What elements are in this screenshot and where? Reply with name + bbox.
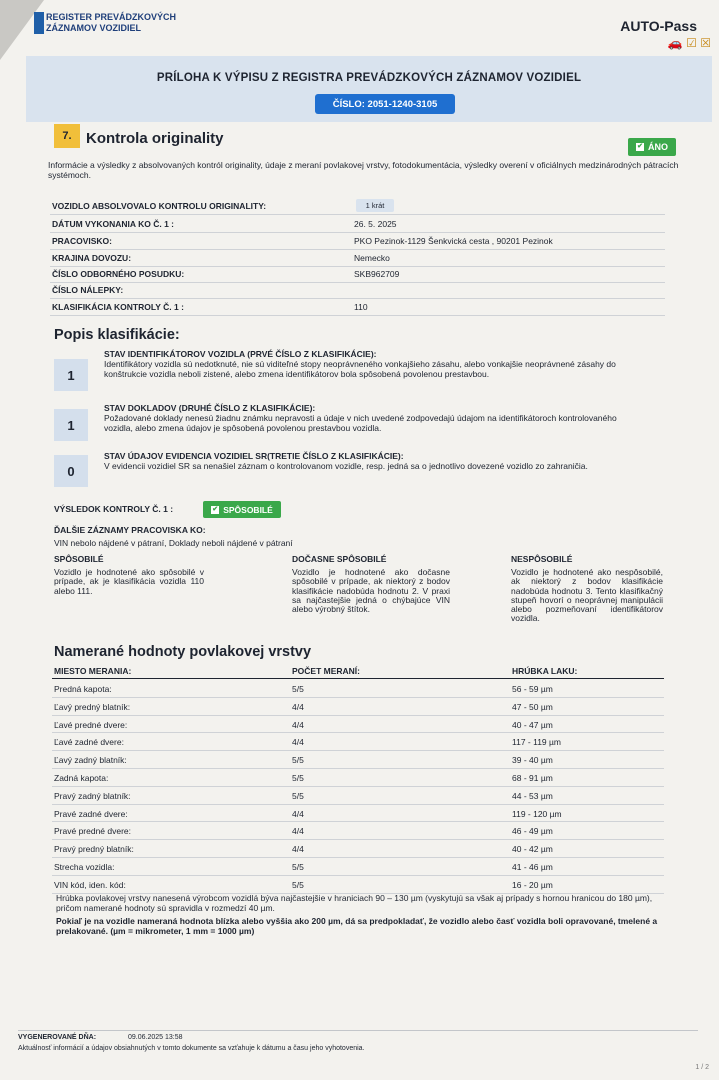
table-row bbox=[52, 875, 664, 894]
result-status-label: SPÔSOBILÉ bbox=[223, 504, 273, 515]
detail-label: PRACOVISKO: bbox=[52, 236, 112, 246]
table-row bbox=[52, 786, 664, 805]
paint-warning: Pokiaľ je na vozidle nameraná hodnota blízka alebo vyššia ako 200 µm, dá sa predpokladať, že vozidlo alebo časť vozidla boli opravované, tmelené a prelakované. (µm = mikrometer, 1 mm = 1000 µm) bbox=[56, 916, 658, 936]
table-row bbox=[52, 857, 664, 876]
register-logo-mark-icon bbox=[34, 12, 44, 34]
ano-status-badge bbox=[628, 138, 676, 156]
cell-thickness: 46 - 49 µm bbox=[512, 826, 553, 837]
table-row bbox=[52, 804, 664, 823]
table-row bbox=[52, 732, 664, 751]
classification-digit: 1 bbox=[54, 359, 88, 391]
footer-disclaimer: Aktuálnosť informácií a údajov obsiahnutých v tomto dokumente sa vzťahuje k dátumu a času jeho vyhotovenia. bbox=[18, 1045, 365, 1052]
brand-name: AUTO-Pass bbox=[620, 18, 697, 34]
table-row bbox=[52, 839, 664, 858]
cell-thickness: 39 - 40 µm bbox=[512, 755, 553, 766]
classification-heading: Popis klasifikácie: bbox=[54, 327, 180, 343]
cell-place: VIN kód, iden. kód: bbox=[54, 879, 126, 890]
legend-text: Vozidlo je hodnotené ako spôsobilé v prípade, ak je klasifikácia vozidla 110 alebo 111. bbox=[54, 567, 204, 596]
section-intro: Informácie a výsledky z absolvovaných kontról originality, údaje z meraní povlakovej vrstvy, fotodokumentácia, výsledky overení v oficiálnych medzinárodných pátracích systémoch. bbox=[48, 160, 679, 180]
detail-label: ČÍSLO NÁLEPKY: bbox=[52, 285, 124, 295]
check-icon: ✔ bbox=[637, 143, 643, 150]
legend-docasne-sposobile bbox=[292, 554, 450, 614]
logo-line-1: REGISTER PREVÁDZKOVÝCH bbox=[46, 12, 177, 22]
paint-note: Hrúbka povlakovej vrstvy nanesená výrobcom vozidlá býva najčastejšie v hraniciach 90 – 130 µm (vyskytujú sa však aj prípady s hornou hranicou do 180 µm), pričom namerané hodnoty sú spravidla v rozmedzí 40 µm. bbox=[56, 893, 653, 913]
detail-row bbox=[50, 250, 665, 267]
detail-value: SKB962709 bbox=[354, 269, 400, 279]
detail-row bbox=[50, 299, 665, 316]
detail-row bbox=[50, 282, 665, 299]
cell-place: Pravé predné dvere: bbox=[54, 826, 132, 837]
detail-value: Nemecko bbox=[354, 253, 390, 263]
cell-place: Pravý zadný blatník: bbox=[54, 790, 131, 801]
legend-title: DOČASNE SPÔSOBILÉ bbox=[292, 554, 387, 564]
classification-text: Identifikátory vozidla sú nedotknuté, nie sú viditeľné stopy neoprávneného vonkajšieho zásahu, alebo vonkajšie neoprávnené zásahy do konštrukcie vozidla neboli zistené, alebo zmena identifikátorov bola spôsobená povolenou prestavbou. bbox=[104, 359, 616, 379]
cell-place: Ľavý predný blatník: bbox=[54, 701, 131, 712]
document-title: PRÍLOHA K VÝPISU Z REGISTRA PREVÁDZKOVÝCH ZÁZNAMOV VOZIDIEL bbox=[156, 72, 582, 84]
detail-value-pill: 1 krát bbox=[356, 199, 394, 212]
legend-nesposobile bbox=[511, 554, 663, 624]
cell-thickness: 40 - 42 µm bbox=[512, 844, 553, 855]
section-title: Kontrola originality bbox=[86, 130, 224, 147]
cell-count: 4/4 bbox=[292, 826, 304, 837]
table-row bbox=[52, 750, 664, 769]
cell-count: 5/5 bbox=[292, 773, 304, 783]
cell-count: 4/4 bbox=[292, 844, 304, 855]
cell-thickness: 40 - 47 µm bbox=[512, 719, 553, 730]
autopass-brand bbox=[620, 18, 697, 34]
cell-count: 5/5 bbox=[292, 879, 304, 890]
detail-label: KLASIFIKÁCIA KONTROLY Č. 1 : bbox=[52, 302, 184, 312]
table-row bbox=[52, 697, 664, 716]
other-records-text: VIN nebolo nájdené v pátraní, Doklady neboli nájdené v pátraní bbox=[54, 538, 293, 548]
table-row bbox=[52, 768, 664, 787]
cell-count: 4/4 bbox=[292, 701, 304, 712]
brand-car-check-icon: 🚗 ☑ ☒ bbox=[667, 36, 711, 50]
paint-table-header bbox=[52, 664, 664, 679]
column-header-place: MIESTO MERANIA: bbox=[54, 666, 132, 676]
table-row bbox=[52, 679, 664, 698]
cell-place: Ľavé zadné dvere: bbox=[54, 737, 124, 748]
logo-line-2: ZÁZNAMOV VOZIDIEL bbox=[46, 23, 141, 33]
classification-title: STAV DOKLADOV (DRUHÉ ČÍSLO Z KLASIFIKÁCIE): bbox=[104, 403, 316, 413]
ano-label: ÁNO bbox=[648, 142, 668, 152]
cell-place: Strecha vozidla: bbox=[54, 862, 115, 872]
cell-count: 5/5 bbox=[292, 684, 304, 694]
detail-label: VOZIDLO ABSOLVOVALO KONTROLU ORIGINALITY: bbox=[52, 201, 267, 211]
legend-title: SPÔSOBILÉ bbox=[54, 554, 104, 564]
paint-heading: Namerané hodnoty povlakovej vrstvy bbox=[54, 644, 312, 660]
cell-count: 4/4 bbox=[292, 808, 304, 819]
classification-digit: 0 bbox=[54, 455, 88, 487]
classification-text: Požadované doklady nenesú žiadnu známku nepravosti a údaje v nich uvedené zodpovedajú údajom na identifikátoroch kontrolovaného vozidla, alebo zmena údajov je spôsobená povolenou prestavbou vozidla. bbox=[104, 413, 617, 433]
classification-item bbox=[54, 451, 634, 491]
legend-text: Vozidlo je hodnotené ako dočasne spôsobilé v prípade, ak niektorý z bodov klasifikácie nadobúda hodnotu 2. V praxi sa najčastejšie jedná o chýbajúce VIN alebo výrobný štítok. bbox=[292, 567, 450, 615]
cell-thickness: 47 - 50 µm bbox=[512, 701, 553, 712]
detail-row bbox=[50, 266, 665, 283]
table-row bbox=[52, 821, 664, 840]
cell-place: Pravé zadné dvere: bbox=[54, 808, 128, 819]
classification-item bbox=[54, 403, 634, 443]
cell-thickness: 56 - 59 µm bbox=[512, 684, 553, 694]
classification-digit: 1 bbox=[54, 409, 88, 441]
section-number: 7. bbox=[54, 124, 80, 148]
cell-count: 5/5 bbox=[292, 790, 304, 801]
document-number-badge: ČÍSLO: 2051-1240-3105 bbox=[315, 94, 455, 114]
result-label: VÝSLEDOK KONTROLY Č. 1 : bbox=[54, 504, 174, 514]
cell-place: Pravý predný blatník: bbox=[54, 844, 134, 855]
classification-text: V evidencii vozidiel SR sa nenašiel záznam o kontrolovanom vozidle, resp. jedná sa o jednotlivo dovezené vozidlo zo zahraničia. bbox=[104, 461, 588, 471]
detail-row bbox=[50, 198, 665, 215]
cell-count: 5/5 bbox=[292, 862, 304, 872]
cell-count: 5/5 bbox=[292, 755, 304, 766]
detail-label: KRAJINA DOVOZU: bbox=[52, 253, 132, 263]
detail-value: 110 bbox=[354, 302, 368, 312]
generated-date: 09.06.2025 13:58 bbox=[128, 1034, 183, 1041]
other-records-title: ĎALŠIE ZÁZNAMY PRACOVISKA KO: bbox=[54, 525, 206, 535]
check-icon: ✔ bbox=[212, 505, 219, 513]
cell-thickness: 44 - 53 µm bbox=[512, 790, 553, 801]
cell-place: Ľavý zadný blatník: bbox=[54, 755, 127, 766]
cell-thickness: 16 - 20 µm bbox=[512, 879, 553, 890]
cell-count: 4/4 bbox=[292, 737, 304, 748]
detail-row bbox=[50, 233, 665, 250]
classification-title: STAV ÚDAJOV EVIDENCIA VOZIDIEL SR(TRETIE ČÍSLO Z KLASIFIKÁCIE): bbox=[104, 451, 404, 461]
detail-label: DÁTUM VYKONANIA KO Č. 1 : bbox=[52, 219, 174, 229]
cell-place: Predná kapota: bbox=[54, 684, 112, 694]
title-band bbox=[26, 56, 712, 122]
legend-title: NESPÔSOBILÉ bbox=[511, 554, 573, 564]
classification-title: STAV IDENTIFIKÁTOROV VOZIDLA (PRVÉ ČÍSLO Z KLASIFIKÁCIE): bbox=[104, 349, 377, 359]
column-header-count: POČET MERANÍ: bbox=[292, 666, 360, 676]
column-header-thickness: HRÚBKA LAKU: bbox=[512, 666, 578, 676]
cell-place: Zadná kapota: bbox=[54, 773, 109, 783]
table-row bbox=[52, 715, 664, 734]
page-number: 1 / 2 bbox=[695, 1064, 709, 1071]
cell-thickness: 119 - 120 µm bbox=[512, 808, 562, 819]
cell-thickness: 68 - 91 µm bbox=[512, 773, 553, 783]
cell-thickness: 41 - 46 µm bbox=[512, 862, 553, 872]
result-status-badge bbox=[203, 501, 281, 518]
footer-divider bbox=[18, 1030, 698, 1031]
classification-item bbox=[54, 349, 634, 397]
cell-place: Ľavé predné dvere: bbox=[54, 719, 128, 730]
detail-value: PKO Pezinok-1129 Šenkvická cesta , 90201 Pezinok bbox=[354, 236, 553, 246]
cell-thickness: 117 - 119 µm bbox=[512, 737, 561, 748]
cell-count: 4/4 bbox=[292, 719, 304, 730]
generated-label: VYGENEROVANÉ DŇA: bbox=[18, 1034, 97, 1041]
legend-sposobile bbox=[54, 554, 204, 596]
legend-text: Vozidlo je hodnotené ako nespôsobilé, ak niektorý z bodov klasifikácie nadobúda hodnotu 3. Tento klasifikačný stupeň hovorí o neoprávnej manipulácii alebo pozmeňovaní identifikátorov vozidla. bbox=[511, 567, 663, 624]
detail-value: 26. 5. 2025 bbox=[354, 219, 397, 229]
detail-label: ČÍSLO ODBORNÉHO POSUDKU: bbox=[52, 269, 185, 279]
detail-row bbox=[50, 216, 665, 233]
